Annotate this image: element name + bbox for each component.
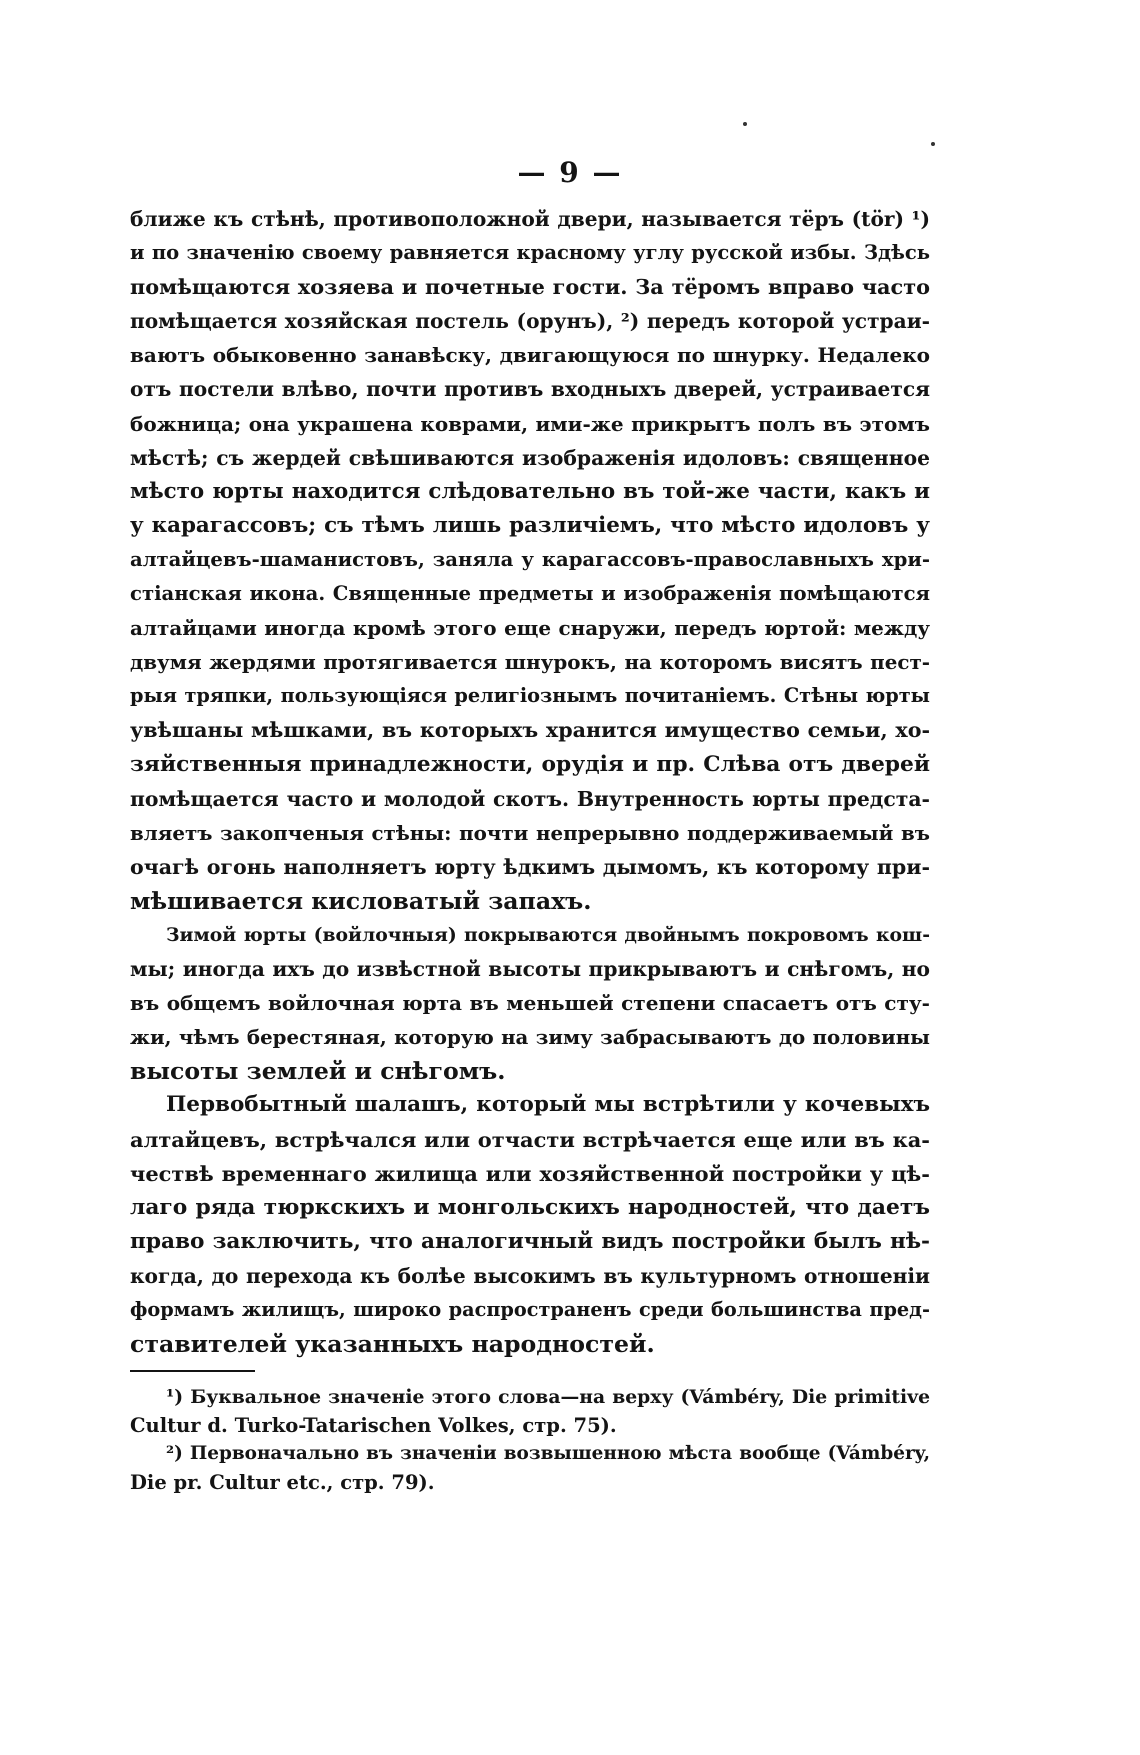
text-line: помѣщается хозяйская постель (орунъ), ²) передъ которой устраи- (130, 309, 930, 334)
text-line: право заключить, что аналогичный видъ постройки былъ нѣ- (130, 1228, 930, 1254)
footnote-divider (130, 1370, 255, 1372)
text-line: формамъ жилищъ, широко распространенъ среди большинства пред- (130, 1298, 930, 1321)
main-text (130, 202, 930, 1361)
text-line: алтайцевъ-шаманистовъ, заняла у карагассовъ-православныхъ хри- (130, 547, 930, 571)
text-line: мѣсто юрты находится слѣдовательно въ той-же части, какъ и (130, 478, 930, 504)
text-line: увѣшаны мѣшками, въ которыхъ хранится имущество семьи, хо- (130, 718, 930, 743)
text-line: отъ постели влѣво, почти противъ входныхъ дверей, устраивается (130, 377, 930, 402)
text-line: ставителей указанныхъ народностей. (130, 1330, 655, 1359)
text-line: въ общемъ войлочная юрта въ меньшей степени спасаетъ отъ сту- (130, 991, 930, 1016)
footnotes (130, 1383, 930, 1497)
text-line: двумя жердями протягивается шнурокъ, на которомъ висятъ пест- (130, 650, 930, 675)
text-line: когда, до перехода къ болѣе высокимъ въ культурномъ отношеніи (130, 1263, 930, 1288)
text-line: очагѣ огонь наполняетъ юрту ѣдкимъ дымомъ, къ которому при- (130, 854, 930, 879)
text-line: Первобытный шалашъ, который мы встрѣтили у кочевыхъ (166, 1092, 930, 1118)
footnote-line: ²) Первоначально въ значеніи возвышенною мѣста вообще (Vámbéry, (166, 1443, 930, 1464)
text-line: жи, чѣмъ берестяная, которую на зиму забрасываютъ до половины (130, 1025, 930, 1050)
text-line: помѣщаются хозяева и почетные гости. За тёромъ вправо часто (130, 274, 930, 300)
text-line: чествѣ временнаго жилища или хозяйственной постройки у цѣ- (130, 1160, 930, 1186)
text-line: алтайцевъ, встрѣчался или отчасти встрѣчается еще или въ ка- (130, 1126, 930, 1152)
page-number: — 9 — (517, 156, 623, 189)
print-speck (743, 122, 747, 126)
text-line: рыя тряпки, пользующіяся религіознымъ почитаніемъ. Стѣны юрты (130, 684, 930, 708)
text-line: Зимой юрты (войлочныя) покрываются двойнымъ покровомъ кош- (166, 923, 930, 946)
text-line: лаго ряда тюркскихъ и монгольскихъ народностей, что даетъ (130, 1194, 930, 1220)
text-line: помѣщается часто и молодой скотъ. Внутренность юрты предста- (130, 786, 930, 811)
print-speck (931, 142, 935, 146)
text-line: мѣстѣ; съ жердей свѣшиваются изображенія идоловъ: священное (130, 445, 930, 470)
text-line: вляетъ закопченыя стѣны: почти непрерывно поддерживаемый въ (130, 820, 930, 845)
text-line: у карагассовъ; съ тѣмъ лишь различіемъ, что мѣсто идоловъ у (130, 512, 930, 538)
footnote-line: Die pr. Cultur etc., стр. 79). (130, 1470, 435, 1494)
text-line: зяйственныя принадлежности, орудія и пр. Слѣва отъ дверей (130, 751, 930, 777)
text-line: алтайцами иногда кромѣ этого еще снаружи, передъ юртой: между (130, 616, 930, 641)
text-line: и по значенію своему равняется красному углу русской избы. Здѣсь (130, 241, 930, 265)
text-line: мы; иногда ихъ до извѣстной высоты прикрываютъ и снѣгомъ, но (130, 957, 930, 982)
text-line: мѣшивается кисловатый запахъ. (130, 886, 592, 915)
text-line: ближе къ стѣнѣ, противоположной двери, называется тёръ (tör) ¹) (130, 207, 930, 231)
text-line: высоты землей и снѣгомъ. (130, 1057, 506, 1086)
text-line: ваютъ обыковенно занавѣску, двигающуюся по шнурку. Недалеко (130, 343, 930, 368)
footnote-line: Cultur d. Turko-Tatarischen Volkes, стр. 75). (130, 1413, 617, 1437)
footnote-line: ¹) Буквальное значеніе этого слова—на верху (Vámbéry, Die primitive (166, 1386, 930, 1408)
text-line: стіанская икона. Священные предметы и изображенія помѣщаются (130, 582, 930, 606)
text-line: божница; она украшена коврами, ими-же прикрытъ полъ въ этомъ (130, 411, 930, 436)
